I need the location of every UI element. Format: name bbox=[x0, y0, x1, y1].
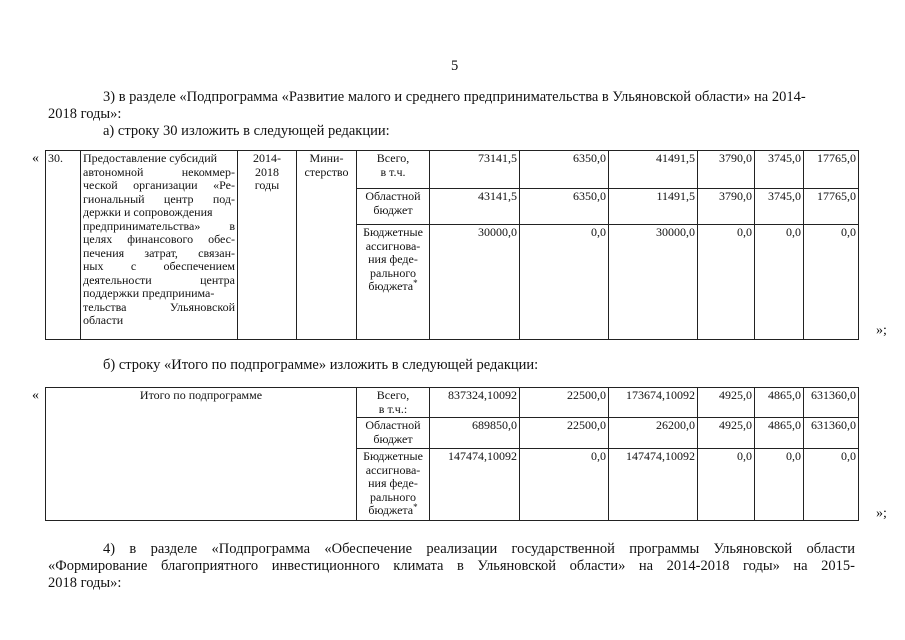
description-line: печения затрат, связан- bbox=[83, 245, 235, 260]
value-cell: 6350,0 bbox=[520, 189, 609, 225]
table-row-30 bbox=[45, 150, 859, 340]
description-line: предпринимательства» в bbox=[83, 218, 235, 233]
footnote-mark: * bbox=[413, 278, 418, 288]
paragraph-3-line-1: 3) в разделе «Подпрограмма «Развитие малого и среднего предпринимательства в Ульяновской области» на 2014- bbox=[103, 89, 806, 105]
description-line: ных с обеспечением bbox=[83, 259, 235, 273]
source-federal: Бюджетные ассигнова- ния феде- рального бюджета* bbox=[357, 225, 430, 340]
measure-description bbox=[81, 151, 238, 340]
value-cell: 631360,0 bbox=[804, 388, 859, 418]
description-line: держки и сопровождения bbox=[83, 205, 213, 219]
table-2-close-quote: »; bbox=[876, 506, 887, 521]
value-cell: 26200,0 bbox=[609, 418, 698, 449]
paragraph-3a: а) строку 30 изложить в следующей редакции: bbox=[103, 123, 390, 139]
source-regional: Областной бюджет bbox=[357, 189, 430, 225]
description-line: деятельности центра bbox=[83, 272, 235, 287]
description-line: целях финансового обес- bbox=[83, 232, 235, 246]
description-line: Предоставление субсидий bbox=[83, 151, 218, 165]
description-line: поддержки предпринима- bbox=[83, 286, 215, 300]
value-cell: 689850,0 bbox=[430, 418, 520, 449]
value-cell: 17765,0 bbox=[804, 151, 859, 189]
value-cell: 11491,5 bbox=[609, 189, 698, 225]
value-cell: 0,0 bbox=[755, 225, 804, 340]
value-cell: 4925,0 bbox=[698, 418, 755, 449]
source-regional: Областной бюджет bbox=[357, 418, 430, 449]
value-cell: 3790,0 bbox=[698, 151, 755, 189]
value-cell: 4925,0 bbox=[698, 388, 755, 418]
paragraph-3-line-2: 2018 годы»: bbox=[48, 106, 122, 122]
table-2-open-quote: « bbox=[32, 388, 39, 403]
value-cell: 3745,0 bbox=[755, 151, 804, 189]
source-total: Всего, в т.ч. bbox=[357, 151, 430, 189]
value-cell: 147474,10092 bbox=[430, 449, 520, 521]
value-cell: 4865,0 bbox=[755, 418, 804, 449]
description-line: гиональный центр под- bbox=[83, 191, 235, 206]
value-cell: 6350,0 bbox=[520, 151, 609, 189]
description-line: автономной некоммер- bbox=[83, 164, 235, 179]
value-cell: 73141,5 bbox=[430, 151, 520, 189]
value-cell: 0,0 bbox=[520, 449, 609, 521]
description-line: ческой организации «Ре- bbox=[83, 178, 235, 192]
value-cell: 0,0 bbox=[755, 449, 804, 521]
value-cell: 30000,0 bbox=[430, 225, 520, 340]
table-total-subprogram bbox=[45, 387, 859, 521]
paragraph-4-line-1: 4) в разделе «Подпрограмма «Обеспечение реализации государственной программы Ульяновской области bbox=[103, 541, 855, 557]
value-cell: 837324,10092 bbox=[430, 388, 520, 418]
executor: Мини- стерство bbox=[297, 151, 357, 340]
value-cell: 4865,0 bbox=[755, 388, 804, 418]
paragraph-4-line-3: 2018 годы»: bbox=[48, 575, 122, 591]
period: 2014- 2018 годы bbox=[238, 151, 297, 340]
description-line: области bbox=[83, 313, 124, 327]
value-cell: 0,0 bbox=[698, 225, 755, 340]
value-cell: 22500,0 bbox=[520, 388, 609, 418]
paragraph-4-line-2: «Формирование благоприятного инвестиционного климата в Ульяновской области» на 2014-2018 годы» на 2015- bbox=[48, 558, 855, 574]
total-label: Итого по подпрограмме bbox=[46, 388, 357, 521]
value-cell: 147474,10092 bbox=[609, 449, 698, 521]
page-number: 5 bbox=[451, 58, 459, 74]
value-cell: 631360,0 bbox=[804, 418, 859, 449]
table-1-close-quote: »; bbox=[876, 323, 887, 338]
paragraph-3b: б) строку «Итого по подпрограмме» изложить в следующей редакции: bbox=[103, 357, 539, 373]
value-cell: 17765,0 bbox=[804, 189, 859, 225]
table-1-open-quote: « bbox=[32, 151, 39, 166]
value-cell: 3745,0 bbox=[755, 189, 804, 225]
value-cell: 41491,5 bbox=[609, 151, 698, 189]
value-cell: 0,0 bbox=[698, 449, 755, 521]
value-cell: 0,0 bbox=[520, 225, 609, 340]
value-cell: 3790,0 bbox=[698, 189, 755, 225]
value-cell: 0,0 bbox=[804, 449, 859, 521]
source-federal: Бюджетные ассигнова- ния феде- рального бюджета* bbox=[357, 449, 430, 521]
value-cell: 173674,10092 bbox=[609, 388, 698, 418]
footnote-mark: * bbox=[413, 502, 418, 512]
value-cell: 0,0 bbox=[804, 225, 859, 340]
value-cell: 43141,5 bbox=[430, 189, 520, 225]
description-line: тельства Ульяновской bbox=[83, 299, 235, 314]
value-cell: 22500,0 bbox=[520, 418, 609, 449]
value-cell: 30000,0 bbox=[609, 225, 698, 340]
row-number: 30. bbox=[46, 151, 81, 340]
source-total: Всего, в т.ч.: bbox=[357, 388, 430, 418]
